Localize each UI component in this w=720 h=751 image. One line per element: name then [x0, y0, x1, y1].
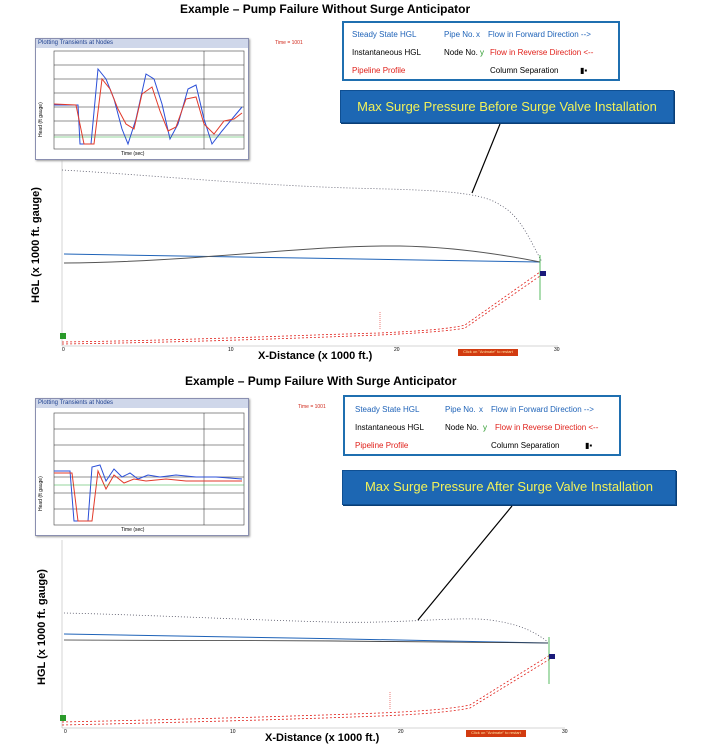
- panel2-xtick-20: 20: [398, 729, 404, 735]
- panel2-inset-titlebar: Plotting Transients at Nodes: [36, 399, 248, 408]
- legend2-colsep-label: Column Separation: [491, 441, 560, 450]
- panel1-xlabel: X-Distance (x 1000 ft.): [258, 350, 373, 362]
- panel2-callout: Max Surge Pressure After Surge Valve Installation: [342, 470, 676, 505]
- legend-node-label: Node No.: [444, 48, 478, 57]
- legend2-pipe-marker: x: [479, 405, 483, 414]
- legend-pipe-marker: x: [476, 30, 480, 39]
- legend2-node-label: Node No.: [445, 423, 479, 432]
- panel1-callout: Max Surge Pressure Before Surge Valve Installation: [340, 90, 674, 123]
- panel1-ylabel: HGL (x 1000 ft. gauge): [30, 187, 42, 303]
- panel1-xtick-20: 20: [394, 347, 400, 353]
- panel2-animate-tag[interactable]: Click on "Animate" to restart: [466, 730, 526, 737]
- legend-forward-label: Flow in Forward Direction -->: [488, 30, 591, 39]
- column-separation-icon: ▮▪: [580, 66, 588, 75]
- legend-steady-label: Steady State HGL: [352, 30, 417, 39]
- panel1-xtick-30: 30: [554, 347, 560, 353]
- legend2-pipe-label: Pipe No.: [445, 405, 476, 414]
- panel1-xtick-0: 0: [62, 347, 65, 353]
- panel2-inset-xlabel: Time (sec): [121, 527, 145, 533]
- legend2-forward-label: Flow in Forward Direction -->: [491, 405, 594, 414]
- legend2-instant-label: Instantaneous HGL: [355, 423, 424, 432]
- legend-reverse-label: Flow in Reverse Direction <--: [490, 48, 594, 57]
- column-separation-icon-2: ▮▪: [585, 441, 593, 450]
- legend-pipe-label: Pipe No.: [444, 30, 475, 39]
- legend-colsep-label: Column Separation: [490, 66, 559, 75]
- legend2-profile-label: Pipeline Profile: [355, 441, 409, 450]
- legend2-node-marker: y: [483, 423, 487, 432]
- panel2-timer: Time = 1001: [298, 404, 326, 410]
- panel1-inset-ylabel: Head (ft gauge): [38, 102, 44, 137]
- panel2-xlabel: X-Distance (x 1000 ft.): [265, 732, 380, 744]
- panel2-title: Example – Pump Failure With Surge Anticipator: [185, 374, 457, 388]
- panel2-xtick-30: 30: [562, 729, 568, 735]
- panel1-timer: Time = 1001: [275, 40, 303, 46]
- panel1-title: Example – Pump Failure Without Surge Anticipator: [180, 2, 471, 16]
- panel2-xtick-0: 0: [64, 729, 67, 735]
- panel1-animate-tag[interactable]: Click on "Animate" to restart: [458, 349, 518, 356]
- panel1-inset-titlebar: Plotting Transients at Nodes: [36, 39, 248, 48]
- panel1-inset-xlabel: Time (sec): [121, 151, 145, 157]
- panel2-ylabel: HGL (x 1000 ft. gauge): [36, 569, 48, 685]
- legend2-steady-label: Steady State HGL: [355, 405, 420, 414]
- legend2-reverse-label: Flow in Reverse Direction <--: [495, 423, 599, 432]
- legend-node-marker: y: [480, 48, 484, 57]
- panel2-inset-ylabel: Head (ft gauge): [38, 476, 44, 511]
- legend-profile-label: Pipeline Profile: [352, 66, 406, 75]
- legend-instant-label: Instantaneous HGL: [352, 48, 421, 57]
- panel1-xtick-10: 10: [228, 347, 234, 353]
- panel2-xtick-10: 10: [230, 729, 236, 735]
